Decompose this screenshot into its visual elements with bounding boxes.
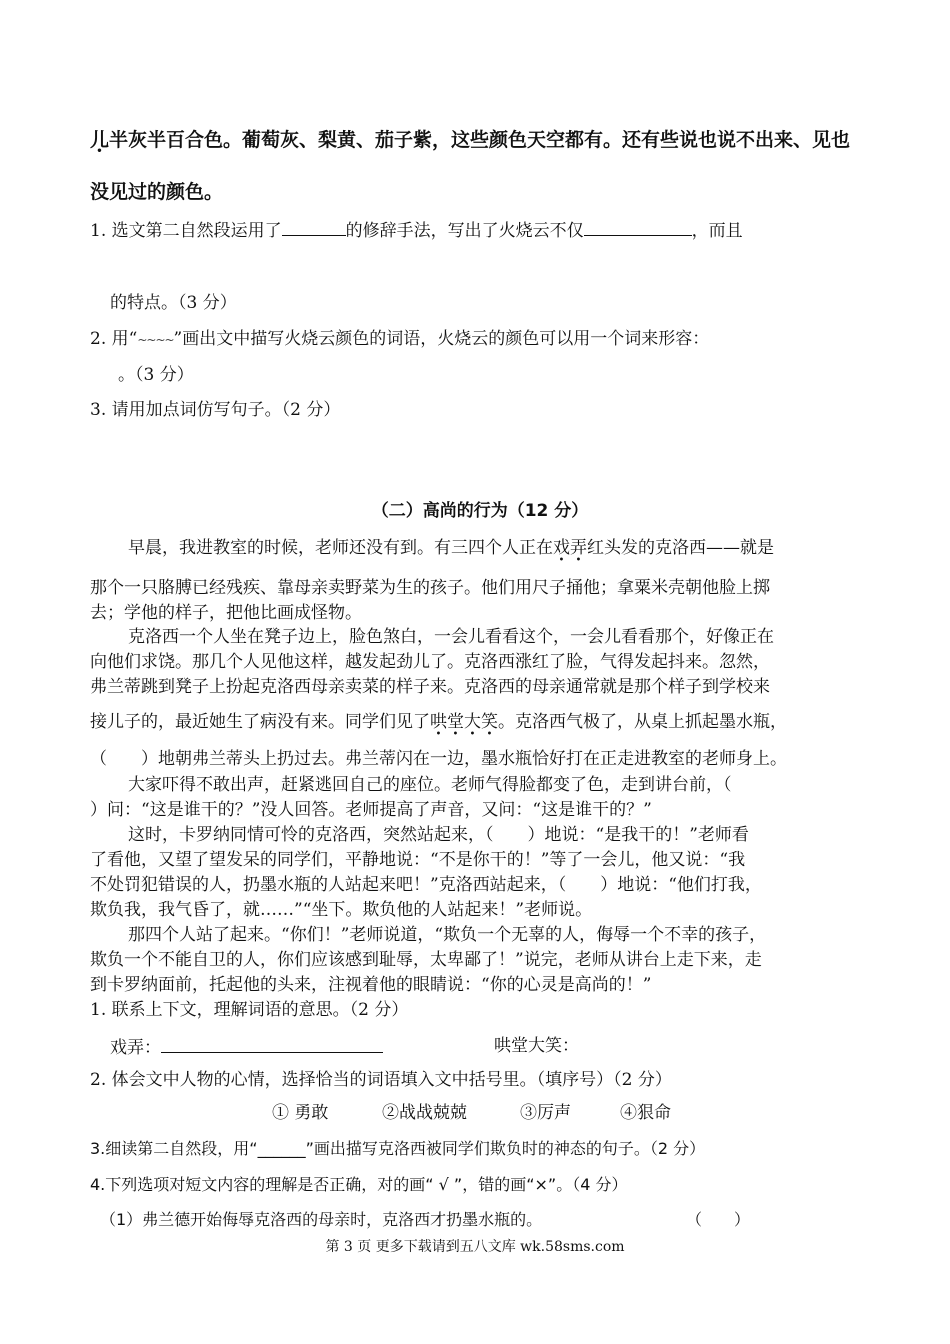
passage-line: 这时，卡罗纳同情可怜的克洛西，突然站起来，（ ）地说：“是我干的！”老师看 [128, 825, 749, 845]
answer-bracket[interactable]: （ ） [686, 1210, 751, 1229]
passage-line: 大家吓得不敢出声，赶紧逃回自己的座位。老师气得脸都变了色，走到讲台前，（ [128, 775, 732, 795]
answer-blank[interactable] [282, 217, 346, 236]
question-3: 3. 请用加点词仿写句子。（2 分） [90, 400, 341, 420]
passage-line: 那四个人站了起来。“你们！”老师说道，“欺负一个无辜的人，侮辱一个不幸的孩子， [128, 925, 767, 945]
passage-line: （ ）地朝弗兰蒂头上扔过去。弗兰蒂闪在一边，墨水瓶恰好打在正走进教室的老师身上。 [90, 749, 787, 769]
dotted-char: 儿 [90, 129, 110, 151]
passage-line: 到卡罗纳面前，托起他的头来，注视着他的眼睛说：“你的心灵是高尚的！” [90, 975, 652, 995]
option-1: ① 勇敢 [272, 1103, 329, 1123]
question-2: 2. 用“~~~~”画出文中描写火烧云颜色的词语，火烧云的颜色可以用一个词来形容： [90, 329, 710, 349]
question-2-4: 4.下列选项对短文内容的理解是否正确，对的画“ √ ”，错的画“×”。（4 分） [90, 1175, 628, 1194]
question-1-continued: 的特点。（3 分） [110, 293, 237, 313]
vocab-row: 戏弄： 哄堂大笑： [110, 1036, 579, 1058]
passage-line: 向他们求饶。那几个人见他这样，越发起劲儿了。克洛西涨红了脸，气得发起抖来。忽然， [90, 652, 770, 672]
passage-line: 了看他，又望了望发呆的同学们，平静地说：“不是你干的！”等了一会儿，他又说：“我 [90, 850, 746, 870]
passage-line: 去；学他的样子，把他比画成怪物。 [90, 603, 362, 623]
dotted-char: 弄 [570, 538, 587, 558]
dotted-char: 堂 [447, 712, 464, 732]
question-2-1: 1. 联系上下文，理解词语的意思。（2 分） [90, 1000, 409, 1020]
dotted-char: 大 [464, 712, 481, 732]
passage-continuation-line-2: 没见过的颜色。 [90, 181, 224, 203]
dotted-char: 戏 [553, 538, 570, 558]
passage-line: 接儿子的，最近她生了病没有来。同学们见了哄堂大笑。克洛西气极了，从桌上抓起墨水瓶， [90, 712, 787, 732]
question-2-continued: 。（3 分） [118, 365, 194, 385]
question-2-2: 2. 体会文中人物的心情，选择恰当的词语填入文中括号里。（填序号）（2 分） [90, 1070, 672, 1090]
passage-line: 欺负一个不能自卫的人，你们应该感到耻辱，太卑鄙了！”说完，老师从讲台上走下来，走 [90, 950, 762, 970]
passage-line: 欺负我，我气昏了，就……”“坐下。欺负他的人站起来！”老师说。 [90, 900, 593, 920]
answer-blank[interactable] [161, 1034, 383, 1053]
section-title: （二）高尚的行为（12 分） [371, 501, 589, 521]
passage-line: ）问：“这是谁干的？”没人回答。老师提高了声音，又问：“这是谁干的？” [90, 800, 652, 820]
option-3: ③厉声 [520, 1103, 571, 1123]
question-1: 1. 选文第二自然段运用了 的修辞手法，写出了火烧云不仅 ，而且 [90, 217, 870, 243]
option-4: ④狠命 [620, 1103, 671, 1123]
passage-line: 弗兰蒂跳到凳子上扮起克洛西母亲卖菜的样子来。克洛西的母亲通常就是那个样子到学校来 [90, 677, 770, 697]
passage-line: 早晨，我进教室的时候，老师还没有到。有三四个人正在戏弄红头发的克洛西——就是 [128, 538, 774, 558]
answer-blank[interactable] [584, 217, 692, 236]
wavy-line-icon: ~~~~ [137, 333, 174, 347]
question-2-4-item-1: （1）弗兰德开始侮辱克洛西的母亲时，克洛西才扔墨水瓶的。 （ ） [100, 1208, 880, 1232]
dotted-char: 哄 [430, 712, 447, 732]
passage-line: 不处罚犯错误的人，扔墨水瓶的人站起来吧！”克洛西站起来，（ ）地说：“他们打我， [90, 875, 762, 895]
passage-line: 克洛西一个人坐在凳子边上，脸色煞白，一会儿看看这个，一会儿看看那个，好像正在 [128, 627, 774, 647]
options-row [272, 1101, 950, 1125]
option-2: ②战战兢兢 [382, 1103, 467, 1123]
question-2-3: 3.细读第二自然段，用“______”画出描写克洛西被同学们欺负时的神态的句子。（2 分） [90, 1139, 706, 1158]
passage-line: 那个一只胳膊已经残疾、靠母亲卖野菜为生的孩子。他们用尺子捅他；拿粟米壳朝他脸上掷 [90, 578, 770, 598]
page-footer: 第 3 页 更多下载请到五八文库 wk.58sms.com [325, 1239, 625, 1255]
dotted-char: 笑 [481, 712, 498, 732]
passage-continuation-line-1: 儿半灰半百合色。葡萄灰、梨黄、茄子紫，这些颜色天空都有。还有些说也说不出来、见也 [90, 129, 851, 151]
